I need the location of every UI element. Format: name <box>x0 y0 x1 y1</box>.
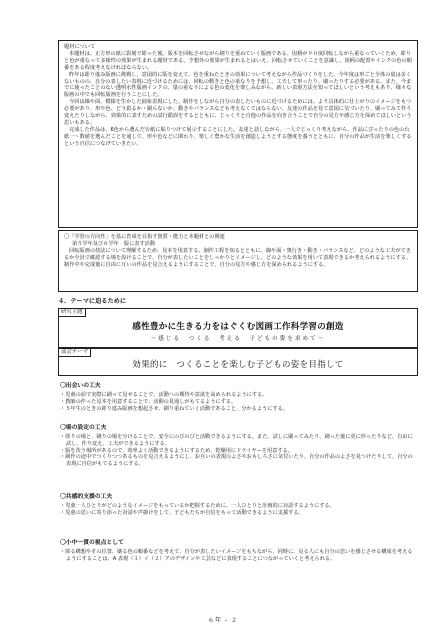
section-empathy <box>60 494 416 517</box>
section-encounter <box>60 383 416 412</box>
topic-heading: 題材について <box>64 44 96 50</box>
list-item: ・児童の前で実際に刷って見せることで、活動への期待や意欲を高められるようにする。 <box>60 391 268 398</box>
page-number: ６年 - ２ <box>208 617 238 624</box>
learning-direction-paragraph: 回転版画の技法について理解するため、見本を用意する。制作工程を知るとともに、線や面・奥行き・動き・バランスなど、どのような工夫ができるか全員で確認する場を設けることで、自分が表したいことをしっかりとイメージし、どのような効果を用いて表現できるか考えられるようにする。制作中や完成後に自由に互いの作品を見合えるようにすることで、自分の見方や感じ方を深められるようにする。 <box>64 247 412 268</box>
section-heading: 〇出会いの工夫 <box>60 383 101 389</box>
research-theme-tag: 研究主題 <box>59 309 86 317</box>
subcommittee-theme-box <box>58 348 418 376</box>
topic-box <box>58 40 418 228</box>
section-heading: 〇共感的支援の工夫 <box>60 494 113 500</box>
list-item: ・児童一人ひとりがどのようなイメージをもっているか把握するために、一人ひとりと計画的に対話するようにする。 <box>60 502 335 509</box>
topic-paragraph: 完成した作品は、6色から選んだ台紙に貼りつけて展示することにした。友達と話しながら、一人でじっくり考えながら、作品にぴったりの色の台紙一～数値を選んだことを通して、形や色などに関わり、楽しく豊かな生活を創造しようとする態度を養うとともに、自分の作品が生活を楽しくするという自信につなげていきたい。 <box>64 126 412 147</box>
list-item: ・彫りの場と、刷りの場を分けることで、安全にのびのびと活動できるようにする。また、試しに刷ってみたり、刷った後に更に形ったりなど、自由に試し、作り変え、工夫ができるようにする。 <box>60 433 413 447</box>
subcommittee-theme-tag: 部会テーマ <box>59 349 91 357</box>
section-setting <box>60 425 416 468</box>
section-heading: 〇小中一貫の視点として <box>60 540 124 546</box>
learning-direction-subheading: 第５学年及び６学年 版に表す活動 <box>72 240 156 247</box>
section-heading: 〇場の設定の工夫 <box>60 425 107 431</box>
research-theme-subtitle: ～感じる つくる 考える 子どもの姿を求めて～ <box>150 336 326 342</box>
list-item: ・５年生のときの彫り進み版画を想起させ、刷り重ねていく活動であること、分かるようにする。 <box>60 405 288 412</box>
topic-paragraph: 昨年は彫り進み版画に挑戦し、意図的に版を変えて、色を重ねたときの効果について考えながら作品づくりをした。今年度は形ごと全体の量は多くないものの、自分の表したい表現に近づけるためには、回転の動きと色の重なりを予想し、工夫して形ったり、刷ったりする必要がある。また、今までに使ったことのない透明水性版画インクの、量の重なりによる色の変化を楽しみながら、新しい表現方法を知ってほしいという考えもあり、様々な版画の中でも回転版画を行うことにした。 <box>64 71 412 99</box>
subcommittee-theme-title: 効果的に つくることを楽しむ子どもの姿を目指して <box>132 360 344 370</box>
topic-paragraph: 今回は線や面、模様を生かした抽象表現にした。制作をしながら自分の表したいものに近づけるためには、より具体的に仕上がりのイメージをもつ必要があり、形や色、どう影るか・刷らないか、動きやバランスなども考えなくてはならない。友達の作品を見て意図に気づいたり、刷ってみて作り変えたりしながら、効果的に表すための試行錯誤をするとともに、じっくりと自他の作品を向き合うことで自分の見方や感じ方を深めてほしいという思いもある。 <box>64 99 412 126</box>
list-item: ・彫る構想やその位置、刷る色の順番などを考えて、自分が表したいイメージをもちながら、同時に、見る人にも自分の思いを感じさせる構成を考えるようにすることは、A 表現（１）イ（２）アのデザインや工芸などに表現することにつながっていくと考えられる。 <box>60 548 413 562</box>
research-theme-box <box>58 308 418 348</box>
list-item: ・児童の思いに寄り添った対話や声掛けをして、子どもたちが自信をもって活動できるように支援する。 <box>60 509 304 516</box>
section-4-title: ４．テーマに迫るために <box>58 298 127 305</box>
topic-paragraph: 本題材は、正方形の紙に影刻で彫った後、版木を回転させながら刷りを重ねていく版画である。図柄が９０度回転しながら重なっていくため、彫りと色が重なって多様性の効果が生まれる題材である。予想外の効果が生まれるとはいえ、回転させていくことを意識し、図柄の配置やインクの色の順番をある程度考えなければならない。 <box>64 50 412 71</box>
list-item: ・版を洗う場所があるので、効率よく活動できるようにするため、乾燥用にドライヤーを用意する。 <box>60 447 293 454</box>
list-item: ・教師の作った見本を用意することで、活動の見通しがもてるようにする。 <box>60 398 237 405</box>
learning-direction-heading: 〇「学習の方向性」を基に育成を目指す資質・能力と本題材との関連 <box>64 234 225 240</box>
list-item: ・制作の途中でつくりつつあるものを見合えるようにし、お互いの表現のよさやおもしろさに気付いたり、自分の作品のよさを見つけたりして、自分の表現に自信がもてるようにする。 <box>60 454 413 468</box>
learning-direction-box <box>58 230 418 292</box>
section-continuity <box>60 540 416 563</box>
research-theme-title: 感性豊かに生きる力をはぐくむ図画工作科学習の創造 <box>132 322 344 332</box>
